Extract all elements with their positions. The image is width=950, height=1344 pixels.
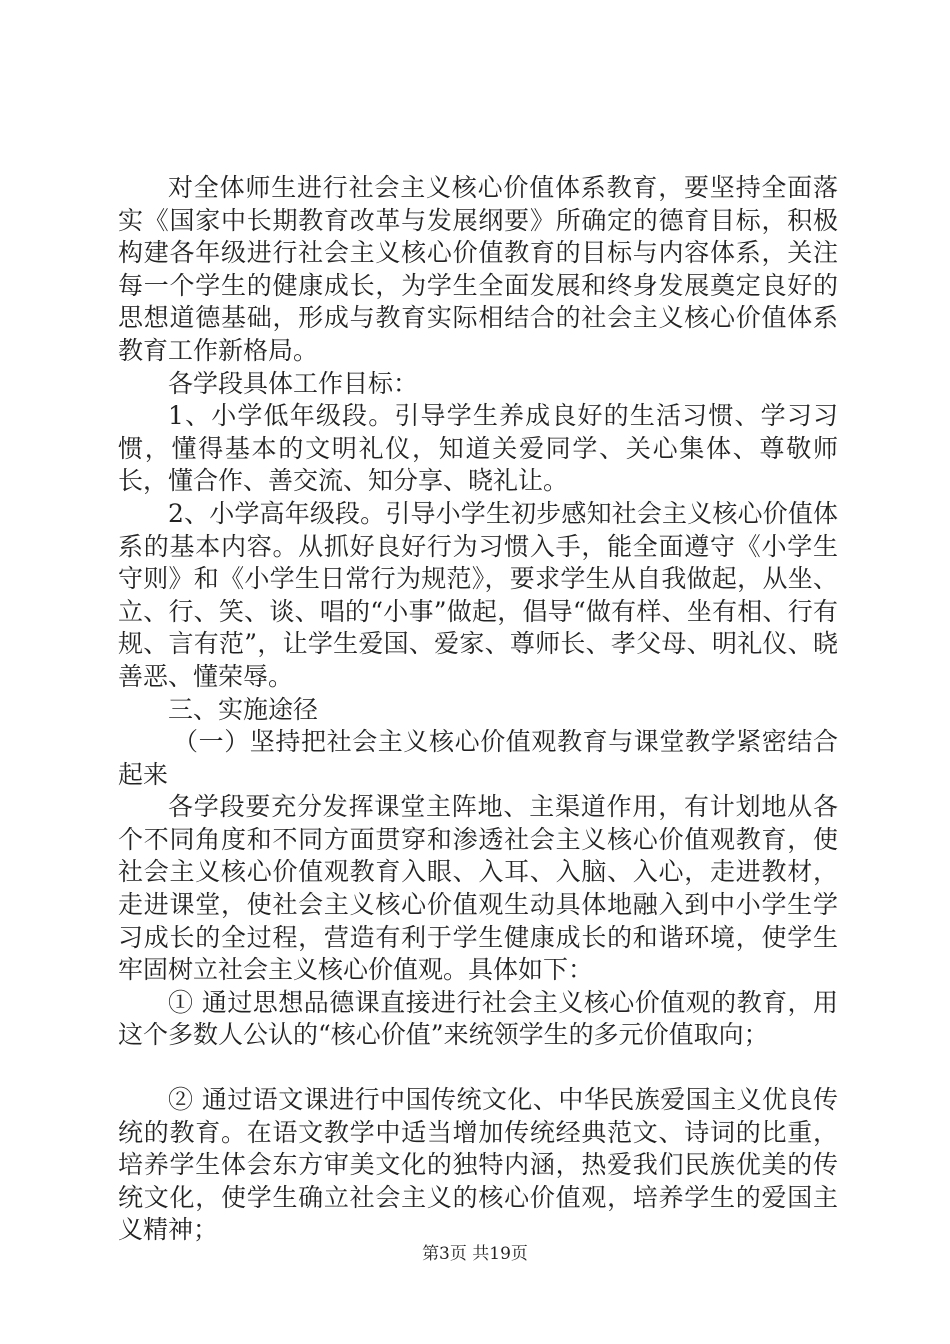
subsection-heading-classroom: （一）坚持把社会主义核心价值观教育与课堂教学紧密结合起来 (118, 727, 838, 789)
paragraph-upper-grades: 2、小学高年级段。引导小学生初步感知社会主义核心价值体系的基本内容。从抓好良好行为习惯入手，能全面遵守《小学生守则》和《小学生日常行为规范》，要求学生从自我做起，从坐、立、行、笑、谈、唱的“小事”做起，倡导“做有样、坐有相、行有规、言有范”，让学生爱国、爱家、尊师长、孝父母、明礼仪、晓善恶、懂荣辱。 (118, 498, 838, 691)
page-footer: 第3页 共19页 (422, 1244, 528, 1264)
paragraph-lower-grades: 1、小学低年级段。引导学生养成良好的生活习惯、学习习惯，懂得基本的文明礼仪，知道关爱同学、关心集体、尊敬师长，懂合作、善交流、知分享、晓礼让。 (118, 401, 838, 496)
paragraph-goals-heading: 各学段具体工作目标： (168, 368, 419, 398)
paragraph-item-2: ② 通过语文课进行中国传统文化、中华民族爱国主义优良传统的教育。在语文教学中适当增加传统经典范文、诗词的比重，培养学生体会东方审美文化的独特内涵，热爱我们民族优美的传统文化，使学生确立社会主义的核心价值观，培养学生的爱国主义精神； (118, 1085, 838, 1245)
paragraph-intro: 对全体师生进行社会主义核心价值体系教育，要坚持全面落实《国家中长期教育改革与发展纲要》所确定的德育目标，积极构建各年级进行社会主义核心价值教育的目标与内容体系，关注每一个学生的健康成长，为学生全面发展和终身发展奠定良好的思想道德基础，形成与教育实际相结合的社会主义核心价值体系教育工作新格局。 (118, 173, 838, 365)
document-body (118, 172, 838, 1247)
section-heading-implementation: 三、实施途径 (168, 694, 319, 724)
paragraph-item-1: ① 通过思想品德课直接进行社会主义核心价值观的教育，用这个多数人公认的“核心价值”来统领学生的多元价值取向； (118, 987, 838, 1050)
paragraph-classroom: 各学段要充分发挥课堂主阵地、主渠道作用，有计划地从各个不同角度和不同方面贯穿和渗透社会主义核心价值观教育，使社会主义核心价值观教育入眼、入耳、入脑、入心，走进教材，走进课堂，使社会主义核心价值观生动具体地融入到中小学生学习成长的全过程，营造有利于学生健康成长的和谐环境，使学生牢固树立社会主义核心价值观。具体如下： (118, 792, 838, 985)
